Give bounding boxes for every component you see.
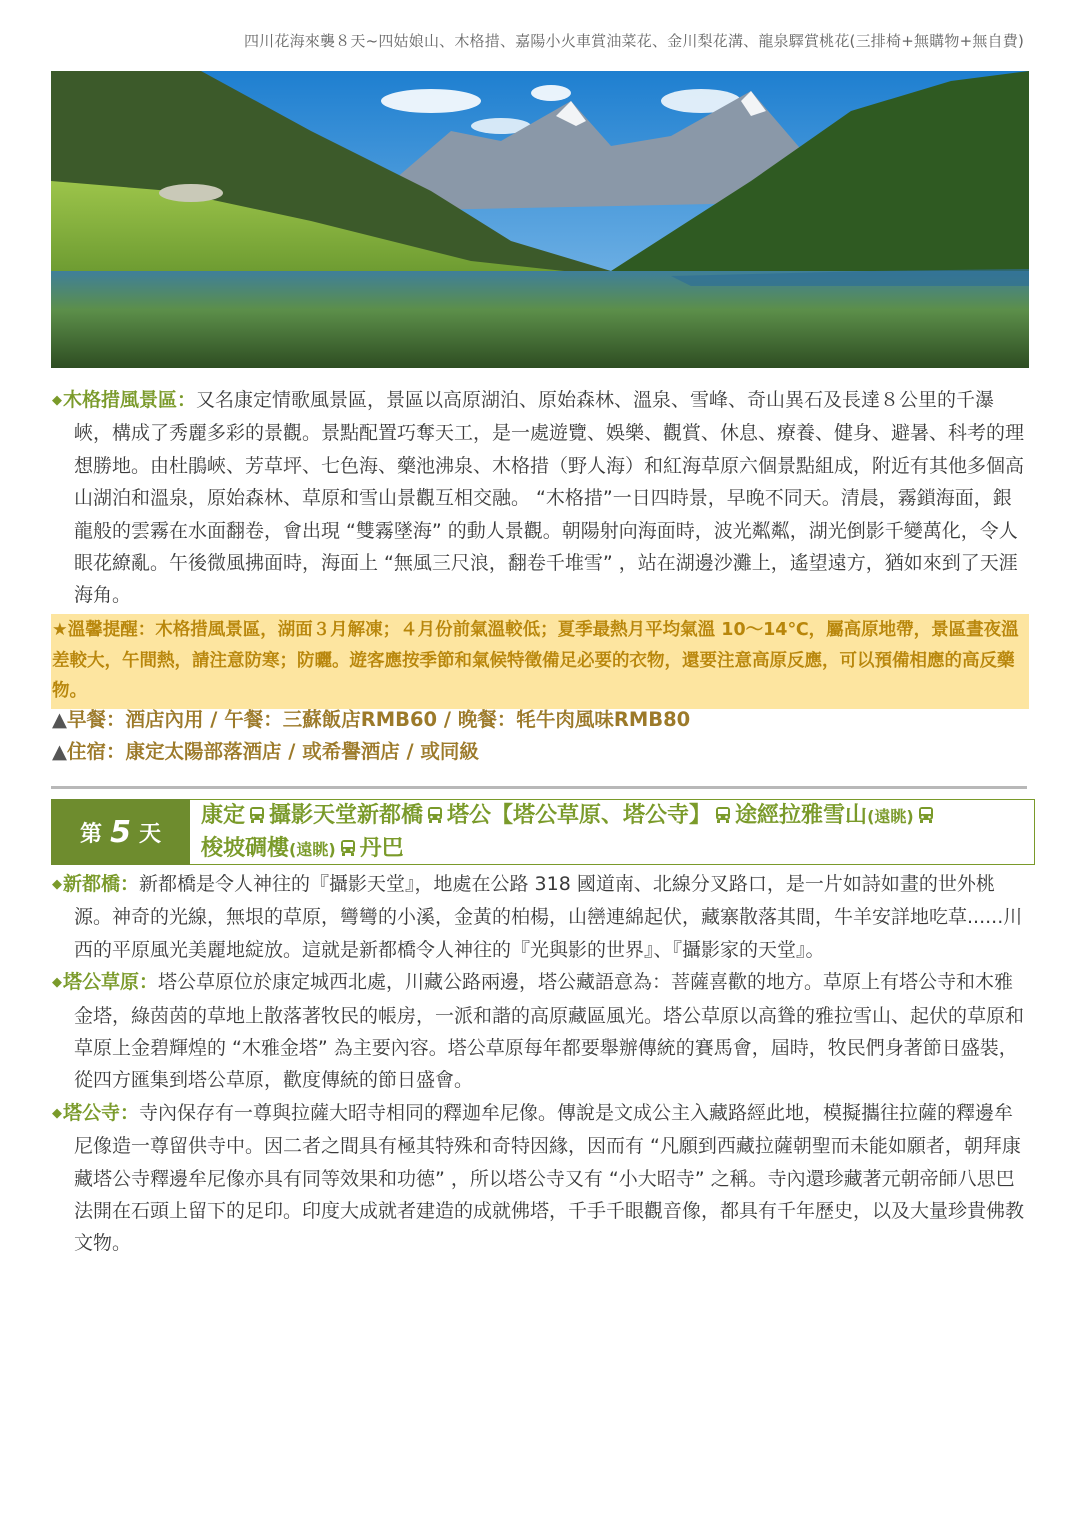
page-header: 四川花海來襲８天~四姑娘山、木格措、嘉陽小火車賞油菜花、金川梨花溝、龍泉驛賞桃花(三排椅+無購物+無自費) — [243, 32, 1024, 50]
xinduqiao-label: 新都橋： — [63, 873, 140, 895]
mugecuo-text: 又名康定情歌風景區，景區以高原湖泊、原始森林、溫泉、雪峰、奇山異石及長達８公里的千瀑峽，構成了秀麗多彩的景觀。景點配置巧奪天工，是一處遊覽、娛樂、觀賞、休息、療養、健身、避暑、科考的理想勝地。由杜鵑峽、芳草坪、七色海、藥池沸泉、木格措（野人海）和紅海草原六個景點組成，附近有其他多個高山湖泊和溫泉，原始森林、草原和雪山景觀互相交融。 “木格措”一日四時景，早晚不同天。清晨，霧鎖海面，銀龍般的雲霧在水面翻卷，會出現 “雙霧墜海” 的動人景觀。朝陽射向海面時，波光粼粼，湖光倒影千變萬化，令人眼花繚亂。午後微風拂面時，海面上 “無風三尺浪，翻卷千堆雪” ，站在湖邊沙灘上，遙望遠方，猶如來到了天涯海角。 — [74, 389, 1025, 607]
diamond-bullet-icon: ◆ — [52, 975, 62, 991]
bus-icon — [249, 806, 265, 824]
triangle-marker-icon: ▲ — [52, 708, 67, 731]
tagong-temple-label: 塔公寺： — [63, 1101, 140, 1124]
route-stop: 梭坡碉樓 — [201, 836, 290, 861]
bus-icon — [918, 806, 934, 824]
route-stop: 丹巴 — [359, 836, 404, 861]
meals-line — [52, 704, 1028, 736]
mugecuo-section — [52, 384, 1028, 612]
day-route-title — [201, 800, 1026, 866]
day-number: 5 — [110, 814, 131, 850]
diamond-bullet-icon: ◆ — [52, 393, 62, 408]
diamond-bullet-icon: ◆ — [52, 1105, 62, 1121]
day-badge — [51, 799, 190, 865]
diamond-bullet-icon: ◆ — [52, 877, 62, 892]
mugecuo-paragraph — [52, 384, 1028, 612]
tagong-grassland-label: 塔公草原： — [63, 971, 159, 994]
bus-icon — [340, 839, 356, 857]
landscape-photo — [51, 71, 1029, 368]
xinduqiao-text: 新都橋是令人神往的『攝影天堂』，地處在公路 318 國道南、北線分叉路口，是一片如詩如畫的世外桃源。神奇的光線，無垠的草原，彎彎的小溪，金黃的柏楊，山巒連綿起伏，藏寨散落其間，牛羊安詳地吃草......川西的平原風光美麗地綻放。這就是新都橋令人神往的『光與影的世界』、『攝影家的天堂』。 — [74, 873, 1023, 961]
route-stop: 康定 — [201, 803, 246, 828]
tagong-grassland-paragraph — [52, 966, 1028, 1097]
meals-section — [52, 704, 1028, 768]
route-stop: 攝影天堂新都橋 — [269, 803, 424, 828]
route-stop: 途經拉雅雪山 — [735, 803, 868, 828]
bus-icon — [715, 806, 731, 824]
hotel-line — [52, 736, 1028, 768]
route-note: (遠眺) — [867, 807, 914, 826]
day5-header — [51, 799, 1035, 865]
hotel-text: 住宿：康定太陽部落酒店 / 或希譽酒店 / 或同級 — [67, 740, 479, 763]
tagong-temple-paragraph — [52, 1097, 1028, 1260]
tagong-grassland-text: 塔公草原位於康定城西北處，川藏公路兩邊，塔公藏語意為：菩薩喜歡的地方。草原上有塔公寺和木雅金塔，綠茵茵的草地上散落著牧民的帳房，一派和諧的高原藏區風光。塔公草原以高聳的雅拉雪山、起伏的草原和草原上金碧輝煌的 “木雅金塔” 為主要內容。塔公草原每年都要舉辦傳統的賽馬會，屆時，牧民們身著節日盛裝，從四方匯集到塔公草原，歡度傳統的節日盛會。 — [74, 971, 1025, 1092]
route-note: (遠眺) — [289, 840, 336, 859]
route-stop: 塔公【塔公草原、塔公寺】 — [447, 803, 712, 828]
travel-tip: ★溫馨提醒：木格措風景區，湖面３月解凍；４月份前氣溫較低；夏季最熱月平均氣溫 10～14℃，屬高原地帶，景區晝夜溫差較大，午間熱，請注意防寒；防曬。遊客應按季節和氣候特徵備足必要的衣物，還要注意高原反應，可以預備相應的高反藥物。 — [51, 614, 1029, 709]
mugecuo-label: 木格措風景區： — [63, 389, 197, 411]
tagong-temple-text: 寺內保存有一尊與拉薩大昭寺相同的釋迦牟尼像。傳說是文成公主入藏路經此地，模擬攜往拉薩的釋邊牟尼像造一尊留供寺中。因二者之間具有極其特殊和奇特因緣，因而有 “凡願到西藏拉薩朝聖而未能如願者，朝拜康藏塔公寺釋邊牟尼像亦具有同等效果和功德” ，所以塔公寺又有 “小大昭寺” 之稱。寺內還珍藏著元朝帝師八思巴法開在石頭上留下的足印。印度大成就者建造的成就佛塔，千手千眼觀音像，都具有千年歷史，以及大量珍貴佛教文物。 — [74, 1101, 1025, 1255]
day-suffix: 天 — [138, 821, 161, 847]
day5-content — [52, 868, 1028, 1260]
day-prefix: 第 — [80, 821, 103, 847]
triangle-marker-icon: ▲ — [52, 740, 67, 763]
bus-icon — [427, 806, 443, 824]
meals-text: 早餐：酒店內用 / 午餐：三蘇飯店RMB60 / 晚餐：牦牛肉風味RMB80 — [67, 708, 691, 731]
xinduqiao-paragraph — [52, 868, 1028, 966]
section-divider — [51, 786, 1027, 789]
